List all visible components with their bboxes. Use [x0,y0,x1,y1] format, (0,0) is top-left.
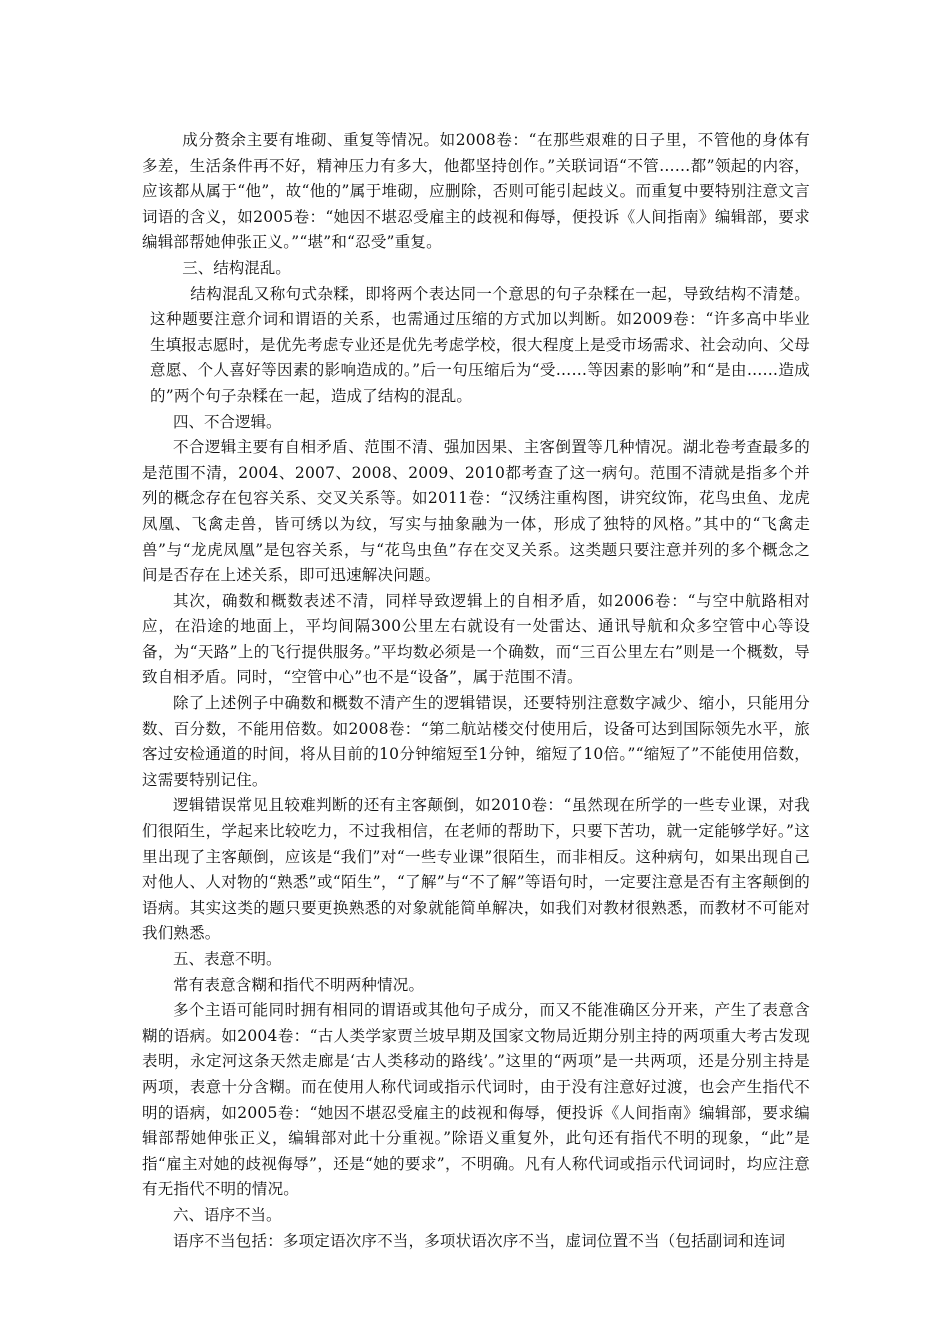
paragraph-structure: 结构混乱又称句式杂糅，即将两个表达同一个意思的句子杂糅在一起，导致结构不清楚。这种题要注意介词和谓语的关系，也需通过压缩的方式加以判断。如2009卷：“许多高中毕业生填报志愿时，是优先考虑专业还是优先考虑学校，很大程度上是受市场需求、社会动向、父母意愿、个人喜好等因素的影响造成的。”后一句压缩后为“受……等因素的影响”和“是由……造成的”两个句子杂糅在一起，造成了结构的混乱。 [150,284,810,405]
section-heading-6: 六、语序不当。 [173,1205,282,1224]
section-heading-5: 五、表意不明。 [173,950,282,968]
paragraph-word-order: 语序不当包括：多项定语次序不当，多项状语次序不当，虚词位置不当（包括副词和连词 [173,1231,786,1250]
paragraph-ambiguity-2: 多个主语可能同时拥有相同的谓语或其他句子成分，而又不能准确区分开来，产生了表意含糊的语病。如2004卷：“古人类学家贾兰坡早期及国家文物局近期分别主持的两项重大考古发现表明，永定河这条天然走廊是‘古人类移动的路线’。”这里的“两项”是一共两项，还是分别主持是两项，表意十分含糊。而在使用人称代词或指示代词时，由于没有注意好过渡，也会产生指代不明的语病，如2005卷：“她因不堪忍受雇主的歧视和侮辱，便投诉《人间指南》编辑部，要求编辑部帮她伸张正义，编辑部对此十分重视。”除语义重复外，此句还有指代不明的现象，“此”是指“雇主对她的歧视侮辱”，还是“她的要求”，不明确。凡有人称代词或指示代词词时，均应注意有无指代不明的情况。 [142,1001,810,1199]
paragraph-logic-2: 其次，确数和概数表述不清，同样导致逻辑上的自相矛盾，如2006卷：“与空中航路相对应，在沿途的地面上，平均间隔300公里左右就设有一处雷达、通讯导航和众多空管中心等设备，为“天路”上的飞行提供服务。”平均数必须是一个确数，而“三百公里左右”则是一个概数，导致自相矛盾。同时，“空管中心”也不是“设备”，属于范围不清。 [142,591,810,687]
section-heading-4: 四、不合逻辑。 [173,412,282,431]
paragraph-logic-1: 不合逻辑主要有自相矛盾、范围不清、强加因果、主客倒置等几种情况。湖北卷考查最多的是范围不清，2004、2007、2008、2009、2010都考查了这一病句。范围不清就是指多个并列的概念存在包容关系、交叉关系等。如2011卷：“汉绣注重构图，讲究纹饰，花鸟虫鱼、龙虎凤凰、飞禽走兽，皆可绣以为纹，写实与抽象融为一体，形成了独特的风格。”其中的“飞禽走兽”与“龙虎凤凰”是包容关系，与“花鸟虫鱼”存在交叉关系。这类题只要注意并列的多个概念之间是否存在上述关系，即可迅速解决问题。 [142,438,810,585]
paragraph-logic-4: 逻辑错误常见且较难判断的还有主客颠倒，如2010卷：“虽然现在所学的一些专业课，对我们很陌生，学起来比较吃力，不过我相信，在老师的帮助下，只要下苦功，就一定能够学好。”这里出现了主客颠倒，应该是“我们”对“一些专业课”很陌生，而非相反。这种病句，如果出现自己对他人、人对物的“熟悉”或“陌生”，“了解”与“不了解”等语句时，一定要注意是否有主客颠倒的语病。其实这类的题只要更换熟悉的对象就能简单解决，如我们对教材很熟悉，而教材不可能对我们熟悉。 [142,796,810,943]
paragraph-logic-3: 除了上述例子中确数和概数不清产生的逻辑错误，还要特别注意数字减少、缩小，只能用分数、百分数，不能用倍数。如2008卷：“第二航站楼交付使用后，设备可达到国际领先水平，旅客过安检通道的时间，将从目前的10分钟缩短至1分钟，缩短了10倍。”“缩短了”不能使用倍数，这需要特别记住。 [142,694,810,789]
section-heading-3: 三、结构混乱。 [182,258,291,277]
paragraph-ambiguity-1: 常有表意含糊和指代不明两种情况。 [173,975,425,994]
paragraph-redundancy: 成分赘余主要有堆砌、重复等情况。如2008卷：“在那些艰难的日子里，不管他的身体有多差，生活条件再不好，精神压力有多大，他都坚持创作。”关联词语“不管……都”领起的内容，应该都从属于“他”，故“他的”属于堆砌，应删除，否则可能引起歧义。而重复中要特别注意文言词语的含义，如2005卷：“她因不堪忍受雇主的歧视和侮辱，便投诉《人间指南》编辑部，要求编辑部帮她伸张正义。”“堪”和“忍受”重复。 [142,131,810,252]
